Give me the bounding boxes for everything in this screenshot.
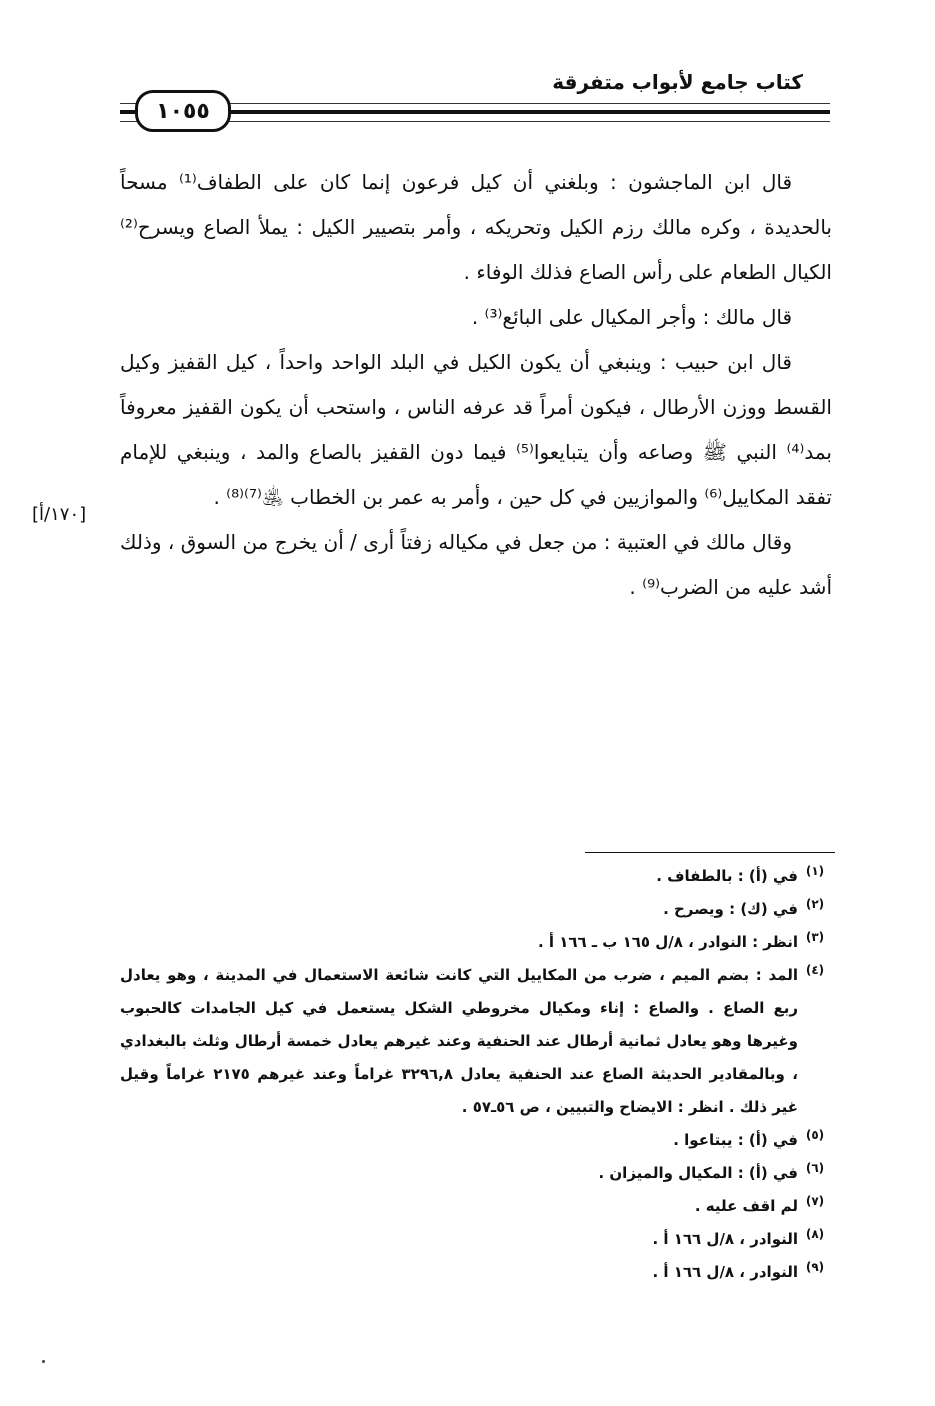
footnote-number: (٨) bbox=[805, 1227, 825, 1241]
footnote-separator bbox=[585, 852, 835, 853]
footnote-text: انظر : النوادر ، ٨/ل ١٦٥ ب ـ ١٦٦ أ . bbox=[537, 933, 798, 951]
footnote-9 bbox=[120, 1256, 832, 1289]
footnote-text: في (ك) : ويصرح . bbox=[663, 900, 798, 918]
footnote-7 bbox=[120, 1190, 832, 1223]
paragraph-ibn-habib: قال ابن حبيب : وينبغي أن يكون الكيل في البلد الواحد واحداً ، كيل القفيز وكيل القسط ووزن الأرطال ، فيكون أمراً قد عرفه الناس ، واستحب أن يكون القفيز معروفاً بمد⁽⁴⁾ النبي ﷺ وصاعه وأن يتبايعوا⁽⁵⁾ فيما دون القفيز بالصاع والمد ، وينبغي للإمام تفقد المكاييل⁽⁶⁾ والموازيين في كل حين ، وأمر به عمر بن الخطاب ﵁⁽⁷⁾⁽⁸⁾ . bbox=[120, 350, 832, 509]
footnote-number: (٣) bbox=[805, 930, 825, 944]
footnote-text: في (أ) : المكيال والميزان . bbox=[598, 1164, 798, 1182]
paragraph-malik-wage: قال مالك : وأجر المكيال على البائع⁽³⁾ . bbox=[471, 305, 792, 329]
footnote-number: (٤) bbox=[805, 963, 825, 977]
footnote-3 bbox=[120, 926, 832, 959]
footnote-text: في (أ) : يبتاعوا . bbox=[673, 1131, 798, 1149]
footnote-text: في (أ) : بالطفاف . bbox=[656, 867, 798, 885]
paragraph-malik-utbiyya: وقال مالك في العتبية : من جعل في مكياله زفتاً أرى / أن يخرج من السوق ، وذلك أشد عليه من الضرب⁽⁹⁾ . bbox=[120, 530, 832, 599]
footnote-4 bbox=[120, 959, 832, 1124]
paragraph-ibn-majishun: قال ابن الماجشون : وبلغني أن كيل فرعون إنما كان على الطفاف⁽¹⁾ مسحاً بالحديدة ، وكره مالك رزم الكيل وتحريكه ، وأمر بتصيير الكيل : يملأ الصاع ويسرح⁽²⁾ الكيال الطعام على رأس الصاع فذلك الوفاء . bbox=[120, 170, 832, 284]
footnote-text: المد : بضم الميم ، ضرب من المكاييل التي كانت شائعة الاستعمال في المدينة ، وهو يعادل ربع الصاع . والصاع : إناء ومكيال مخروطي الشكل يستعمل في كيل الجامدات كالحبوب وغيرها وهو يعادل ثمانية أرطال عند الحنفية وعند غيرهم يعادل خمسة أرطال وثلث بالبغدادي ، وبالمقادير الحديثة الصاع عند الحنفية يعادل ٣٢٩٦,٨ غراماً وعند غيرهم ٢١٧٥ غراماً وقيل غير ذلك . انظر : الايضاح والتبيين ، ص ٥٦ـ٥٧ . bbox=[120, 966, 799, 1116]
running-header-title: كتاب جامع لأبواب متفرقة bbox=[552, 70, 803, 94]
footnote-number: (٧) bbox=[805, 1194, 825, 1208]
footnote-number: (١) bbox=[805, 864, 825, 878]
footnote-text: النوادر ، ٨/ل ١٦٦ أ . bbox=[652, 1230, 798, 1248]
footnote-8 bbox=[120, 1223, 832, 1256]
footnote-1 bbox=[120, 860, 832, 893]
footnote-text: النوادر ، ٨/ل ١٦٦ أ . bbox=[652, 1263, 798, 1281]
footnotes bbox=[120, 860, 832, 1289]
footnote-5 bbox=[120, 1124, 832, 1157]
footnote-number: (٦) bbox=[805, 1161, 825, 1175]
footnote-6 bbox=[120, 1157, 832, 1190]
scan-speck bbox=[42, 1360, 45, 1363]
manuscript-folio-marker: [١٧٠/أ] bbox=[32, 504, 87, 525]
footnote-number: (٥) bbox=[805, 1128, 825, 1142]
footnote-number: (٩) bbox=[805, 1260, 825, 1274]
main-text bbox=[120, 160, 832, 610]
page-number: ١٠٥٥ bbox=[135, 90, 231, 132]
footnote-text: لم اقف عليه . bbox=[694, 1197, 798, 1215]
footnote-number: (٢) bbox=[805, 897, 825, 911]
footnote-2 bbox=[120, 893, 832, 926]
